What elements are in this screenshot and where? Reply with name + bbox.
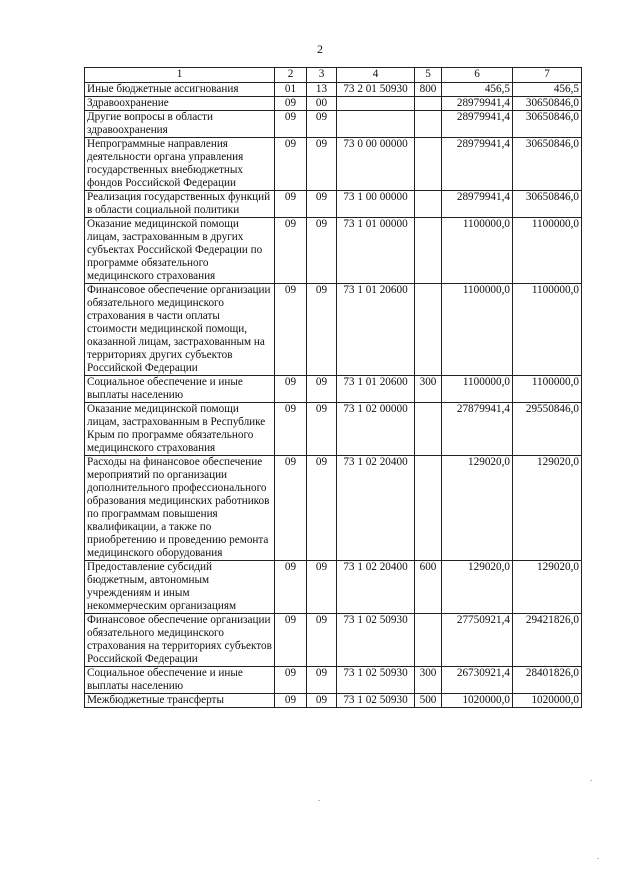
cell-target-article: 73 1 01 20600 <box>337 376 415 403</box>
cell-target-article <box>337 111 415 138</box>
cell-amount-year-1: 456,5 <box>442 83 513 97</box>
cell-name: Здравоохранение <box>85 97 275 111</box>
cell-subsection: 09 <box>307 111 337 138</box>
cell-target-article: 73 1 01 20600 <box>337 284 415 376</box>
cell-section: 09 <box>275 97 307 111</box>
cell-target-article: 73 1 02 50930 <box>337 614 415 667</box>
cell-amount-year-2: 30650846,0 <box>513 191 582 218</box>
table-row <box>85 191 582 218</box>
cell-name: Предоставление субсидий бюджетным, автономным учреждениям и иным некоммерческим организациям <box>85 561 275 614</box>
table-row <box>85 218 582 284</box>
cell-subsection: 09 <box>307 614 337 667</box>
scan-speck <box>597 858 599 859</box>
cell-subsection: 09 <box>307 376 337 403</box>
header-col-6: 6 <box>442 68 513 83</box>
cell-target-article: 73 1 00 00000 <box>337 191 415 218</box>
cell-target-article: 73 2 01 50930 <box>337 83 415 97</box>
cell-expense-type <box>415 97 442 111</box>
cell-amount-year-1: 27879941,4 <box>442 403 513 456</box>
cell-amount-year-1: 1020000,0 <box>442 694 513 708</box>
cell-expense-type <box>415 191 442 218</box>
cell-subsection: 09 <box>307 191 337 218</box>
cell-name: Непрограммные направления деятельности органа управления государственных внебюджетных фондов Российской Федерации <box>85 138 275 191</box>
cell-section: 01 <box>275 83 307 97</box>
cell-section: 09 <box>275 284 307 376</box>
header-col-3: 3 <box>307 68 337 83</box>
cell-name: Социальное обеспечение и иные выплаты населению <box>85 376 275 403</box>
table-row <box>85 614 582 667</box>
table-row <box>85 667 582 694</box>
cell-target-article <box>337 97 415 111</box>
cell-amount-year-1: 28979941,4 <box>442 191 513 218</box>
cell-expense-type <box>415 614 442 667</box>
cell-name: Межбюджетные трансферты <box>85 694 275 708</box>
cell-name: Финансовое обеспечение организации обязательного медицинского страхования в части оплаты стоимости медицинской помощи, оказанной лицам, застрахованным на территориях других субъектов Российской Федерации <box>85 284 275 376</box>
cell-target-article: 73 1 02 20400 <box>337 561 415 614</box>
cell-amount-year-2: 129020,0 <box>513 456 582 561</box>
table-row <box>85 284 582 376</box>
cell-amount-year-2: 29550846,0 <box>513 403 582 456</box>
cell-amount-year-1: 26730921,4 <box>442 667 513 694</box>
table-row <box>85 376 582 403</box>
cell-name: Расходы на финансовое обеспечение мероприятий по организации дополнительного профессионального образования медицинских работников по программам повышения квалификации, а также по приобретению и проведению ремонта медицинского оборудования <box>85 456 275 561</box>
cell-expense-type <box>415 138 442 191</box>
table-header-row <box>85 68 582 83</box>
cell-expense-type: 800 <box>415 83 442 97</box>
cell-amount-year-2: 129020,0 <box>513 561 582 614</box>
page-number: 2 <box>317 42 323 56</box>
cell-section: 09 <box>275 111 307 138</box>
header-col-4: 4 <box>337 68 415 83</box>
cell-name: Финансовое обеспечение организации обязательного медицинского страхования на территориях субъектов Российской Федерации <box>85 614 275 667</box>
cell-amount-year-2: 30650846,0 <box>513 138 582 191</box>
cell-name: Социальное обеспечение и иные выплаты населению <box>85 667 275 694</box>
cell-amount-year-1: 1100000,0 <box>442 376 513 403</box>
cell-subsection: 09 <box>307 284 337 376</box>
cell-subsection: 09 <box>307 138 337 191</box>
cell-section: 09 <box>275 376 307 403</box>
cell-expense-type <box>415 456 442 561</box>
cell-amount-year-1: 129020,0 <box>442 561 513 614</box>
cell-subsection: 13 <box>307 83 337 97</box>
cell-expense-type: 300 <box>415 667 442 694</box>
cell-amount-year-1: 129020,0 <box>442 456 513 561</box>
cell-section: 09 <box>275 667 307 694</box>
header-col-5: 5 <box>415 68 442 83</box>
table-row <box>85 83 582 97</box>
cell-amount-year-1: 1100000,0 <box>442 284 513 376</box>
cell-target-article: 73 1 02 00000 <box>337 403 415 456</box>
cell-expense-type: 500 <box>415 694 442 708</box>
cell-target-article: 73 0 00 00000 <box>337 138 415 191</box>
cell-section: 09 <box>275 456 307 561</box>
cell-subsection: 09 <box>307 694 337 708</box>
cell-amount-year-2: 1020000,0 <box>513 694 582 708</box>
cell-expense-type <box>415 218 442 284</box>
table-body <box>85 83 582 708</box>
cell-section: 09 <box>275 218 307 284</box>
table-row <box>85 403 582 456</box>
cell-amount-year-1: 27750921,4 <box>442 614 513 667</box>
cell-expense-type: 600 <box>415 561 442 614</box>
cell-amount-year-2: 30650846,0 <box>513 111 582 138</box>
cell-amount-year-2: 29421826,0 <box>513 614 582 667</box>
table-row <box>85 561 582 614</box>
cell-target-article: 73 1 01 00000 <box>337 218 415 284</box>
cell-target-article: 73 1 02 50930 <box>337 667 415 694</box>
cell-name: Оказание медицинской помощи лицам, застрахованным в Республике Крым по программе обязательного медицинского страхования <box>85 403 275 456</box>
cell-subsection: 09 <box>307 667 337 694</box>
cell-expense-type: 300 <box>415 376 442 403</box>
table-row <box>85 694 582 708</box>
cell-amount-year-1: 28979941,4 <box>442 138 513 191</box>
cell-amount-year-1: 28979941,4 <box>442 111 513 138</box>
cell-expense-type <box>415 284 442 376</box>
cell-amount-year-1: 1100000,0 <box>442 218 513 284</box>
header-col-7: 7 <box>513 68 582 83</box>
cell-expense-type <box>415 111 442 138</box>
table-row <box>85 111 582 138</box>
header-col-2: 2 <box>275 68 307 83</box>
budget-table <box>84 67 582 708</box>
header-col-1: 1 <box>85 68 275 83</box>
cell-amount-year-2: 28401826,0 <box>513 667 582 694</box>
cell-name: Оказание медицинской помощи лицам, застрахованным в других субъектах Российской Федерации по программе обязательного медицинского страхования <box>85 218 275 284</box>
scan-speck <box>590 780 592 781</box>
cell-section: 09 <box>275 191 307 218</box>
cell-expense-type <box>415 403 442 456</box>
cell-subsection: 09 <box>307 218 337 284</box>
table-row <box>85 456 582 561</box>
scan-speck <box>318 800 320 801</box>
table-row <box>85 138 582 191</box>
cell-subsection: 09 <box>307 456 337 561</box>
cell-subsection: 09 <box>307 403 337 456</box>
cell-subsection: 00 <box>307 97 337 111</box>
cell-amount-year-2: 30650846,0 <box>513 97 582 111</box>
cell-section: 09 <box>275 561 307 614</box>
cell-amount-year-2: 1100000,0 <box>513 376 582 403</box>
cell-section: 09 <box>275 614 307 667</box>
cell-section: 09 <box>275 694 307 708</box>
cell-name: Реализация государственных функций в области социальной политики <box>85 191 275 218</box>
cell-subsection: 09 <box>307 561 337 614</box>
cell-target-article: 73 1 02 50930 <box>337 694 415 708</box>
cell-amount-year-2: 456,5 <box>513 83 582 97</box>
cell-amount-year-2: 1100000,0 <box>513 284 582 376</box>
cell-target-article: 73 1 02 20400 <box>337 456 415 561</box>
cell-amount-year-1: 28979941,4 <box>442 97 513 111</box>
cell-name: Иные бюджетные ассигнования <box>85 83 275 97</box>
table-row <box>85 97 582 111</box>
cell-name: Другие вопросы в области здравоохранения <box>85 111 275 138</box>
cell-amount-year-2: 1100000,0 <box>513 218 582 284</box>
cell-section: 09 <box>275 138 307 191</box>
cell-section: 09 <box>275 403 307 456</box>
